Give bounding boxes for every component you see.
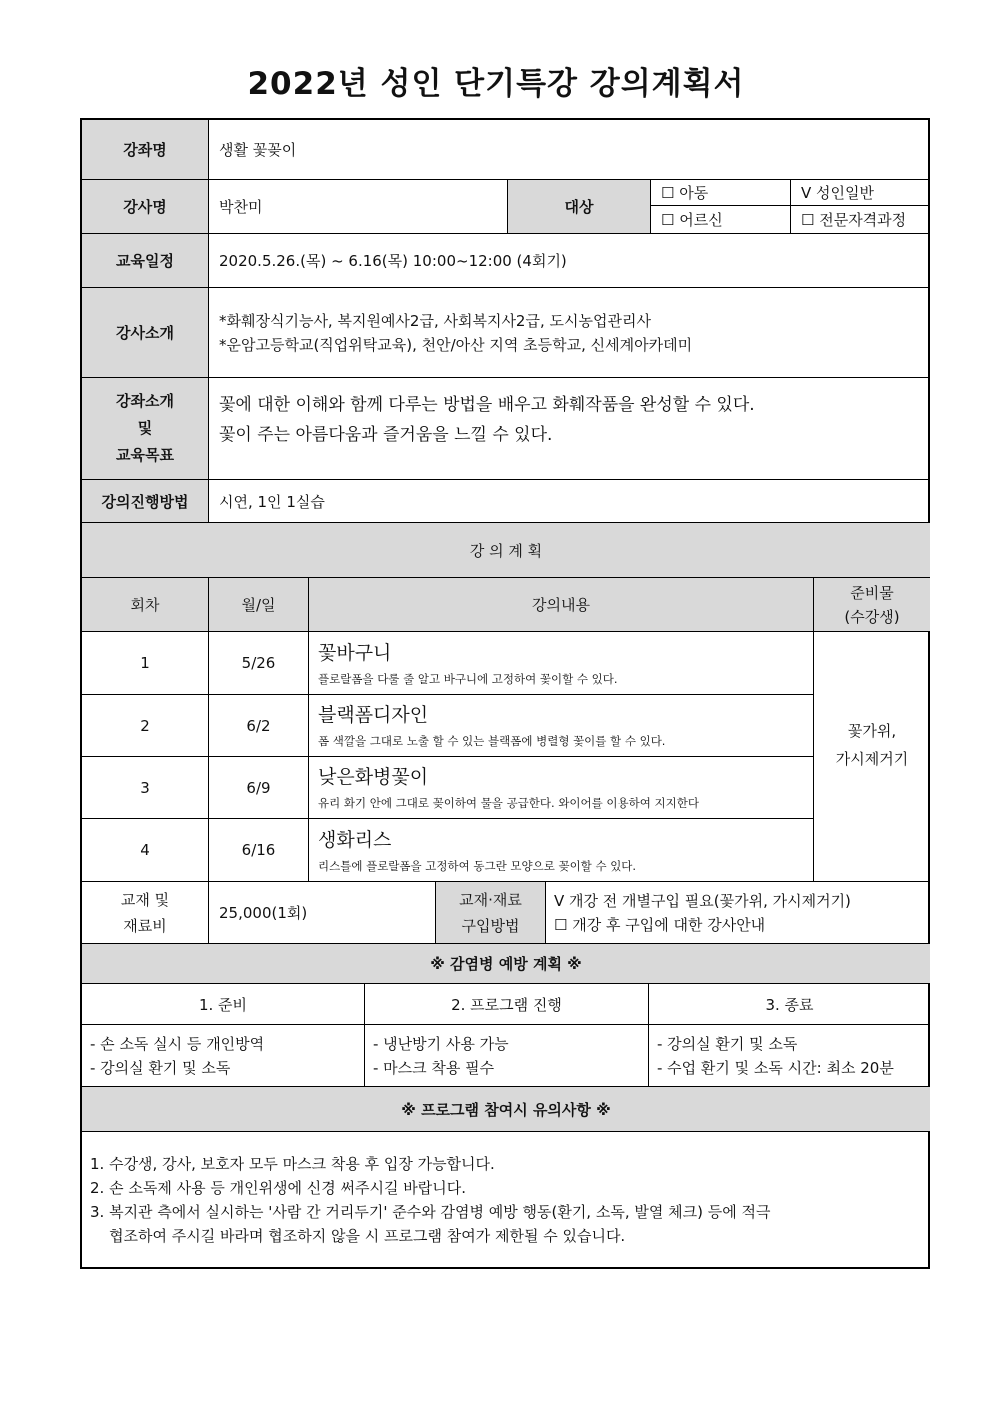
page-title: 2022년 성인 단기특강 강의계획서 [247, 66, 745, 102]
schedule-label: 교육일정 [82, 234, 209, 288]
prep-line-1: 꽃가위, [847, 721, 897, 740]
lesson-desc: 플로랄폼을 다룰 줄 알고 바구니에 고정하여 꽃이할 수 있다. [318, 671, 618, 686]
infection-item: - 강의실 환기 및 소독 [90, 1058, 231, 1077]
materials-label-line-1: 교재 및 [120, 890, 170, 909]
purchase-label-line-2: 구입방법 [461, 916, 520, 935]
course-value: 생활 꽃꽂이 [209, 120, 930, 180]
infection-col-header: 1. 준비 [82, 984, 365, 1025]
prep-line-2: 가시제거기 [835, 749, 909, 768]
goals-value [209, 378, 930, 480]
purchase-label [436, 882, 546, 944]
target-option-senior[interactable]: ☐ 어르신 [651, 206, 791, 234]
infection-item: - 강의실 환기 및 소독 [657, 1034, 798, 1053]
notes-list [82, 1132, 930, 1269]
infection-title: ※ 감염병 예방 계획 ※ [82, 944, 930, 984]
goals-label-line-2: 및 [137, 419, 153, 437]
purchase-option-before[interactable]: V 개강 전 개별구입 필요(꽃가위, 가시제거기) [554, 891, 851, 910]
session-date: 6/2 [209, 695, 309, 757]
intro-label: 강사소개 [82, 288, 209, 378]
notes-title: ※ 프로그램 참여시 유의사항 ※ [82, 1087, 930, 1132]
materials-label-line-2: 재료비 [123, 916, 167, 935]
plan-title: 강 의 계 획 [82, 523, 930, 578]
purchase-label-line-1: 교재·재료 [459, 890, 522, 909]
target-label: 대상 [508, 180, 651, 234]
target-option-certificate[interactable]: ☐ 전문자격과정 [791, 206, 930, 234]
lesson-title: 생화리스 [318, 828, 392, 851]
session-content [309, 632, 814, 695]
infection-col-header: 3. 종료 [649, 984, 930, 1025]
session-number: 2 [82, 695, 209, 757]
prep-header-line-1: 준비물 [850, 583, 894, 602]
plan-header-content: 강의내용 [309, 578, 814, 632]
lesson-desc: 폼 색깔을 그대로 노출 할 수 있는 블랙폼에 병렬형 꽃이를 할 수 있다. [318, 734, 666, 748]
session-content [309, 757, 814, 819]
infection-col-items [82, 1025, 365, 1087]
plan-header-session: 회차 [82, 578, 209, 632]
lesson-title: 블랙폼디자인 [318, 704, 429, 726]
infection-col-header: 2. 프로그램 진행 [365, 984, 649, 1025]
goal-line-1: 꽃에 대한 이해와 함께 다루는 방법을 배우고 화훼작품을 완성할 수 있다. [219, 394, 755, 415]
lesson-desc: 리스틀에 플로랄폼을 고정하여 동그란 모양으로 꽂이할 수 있다. [318, 858, 637, 873]
method-value: 시연, 1인 1실습 [209, 480, 930, 523]
goals-label-line-3: 교육목표 [116, 446, 174, 464]
goals-label [82, 378, 209, 480]
session-content [309, 819, 814, 882]
goal-line-2: 꽃이 주는 아름다움과 즐거움을 느낄 수 있다. [219, 424, 553, 445]
infection-item: - 냉난방기 사용 가능 [373, 1034, 509, 1053]
plan-header-date: 월/일 [209, 578, 309, 632]
session-number: 4 [82, 819, 209, 882]
session-content [309, 695, 814, 757]
instructor-label: 강사명 [82, 180, 209, 234]
session-date: 5/26 [209, 632, 309, 695]
goals-label-line-1: 강좌소개 [116, 392, 174, 410]
infection-item: - 수업 환기 및 소독 시간: 최소 20분 [657, 1058, 894, 1077]
infection-item: - 손 소독 실시 등 개인방역 [90, 1034, 265, 1053]
note-item: 3. 복지관 측에서 실시하는 '사람 간 거리두기' 준수와 감염병 예방 행동(환기, 소독, 발열 체크) 등에 적극 [90, 1203, 771, 1221]
note-item: 2. 손 소독제 사용 등 개인위생에 신경 써주시길 바랍니다. [90, 1179, 467, 1197]
target-option-adult[interactable]: V 성인일반 [791, 180, 930, 206]
infection-col-items [649, 1025, 930, 1087]
infection-item: - 마스크 착용 필수 [373, 1058, 495, 1077]
purchase-option-after[interactable]: ☐ 개강 후 구입에 대한 강사안내 [554, 915, 766, 934]
session-number: 3 [82, 757, 209, 819]
prep-header-line-2: (수강생) [844, 607, 900, 626]
note-item: 1. 수강생, 강사, 보호자 모두 마스크 착용 후 입장 가능합니다. [90, 1155, 495, 1173]
note-item: 협조하여 주시길 바라며 협조하지 않을 시 프로그램 참여가 제한될 수 있습니다. [90, 1227, 626, 1245]
lecture-plan-table [80, 118, 930, 1269]
instructor-value: 박찬미 [209, 180, 508, 234]
session-date: 6/9 [209, 757, 309, 819]
materials-label [82, 882, 209, 944]
lesson-title: 낮은화병꽃이 [318, 766, 429, 788]
intro-line-2: *운암고등학교(직업위탁교육), 천안/아산 지역 초등학교, 신세계아카데미 [219, 335, 693, 354]
intro-value [209, 288, 930, 378]
purchase-options [546, 882, 930, 944]
method-label: 강의진행방법 [82, 480, 209, 523]
lesson-title: 꽃바구니 [318, 641, 392, 664]
materials-value: 25,000(1회) [209, 882, 436, 944]
session-number: 1 [82, 632, 209, 695]
infection-col-items [365, 1025, 649, 1087]
target-option-child[interactable]: ☐ 아동 [651, 180, 791, 206]
lesson-desc: 유리 화기 안에 그대로 꽂이하여 물을 공급한다. 와이어를 이용하여 지지한다 [318, 796, 699, 810]
session-date: 6/16 [209, 819, 309, 882]
prep-materials [814, 632, 930, 882]
plan-header-prep [814, 578, 930, 632]
schedule-value: 2020.5.26.(목) ~ 6.16(목) 10:00~12:00 (4회기) [209, 234, 930, 288]
course-label: 강좌명 [82, 120, 209, 180]
intro-line-1: *화훼장식기능사, 복지원예사2급, 사회복지사2급, 도시농업관리사 [219, 311, 651, 330]
